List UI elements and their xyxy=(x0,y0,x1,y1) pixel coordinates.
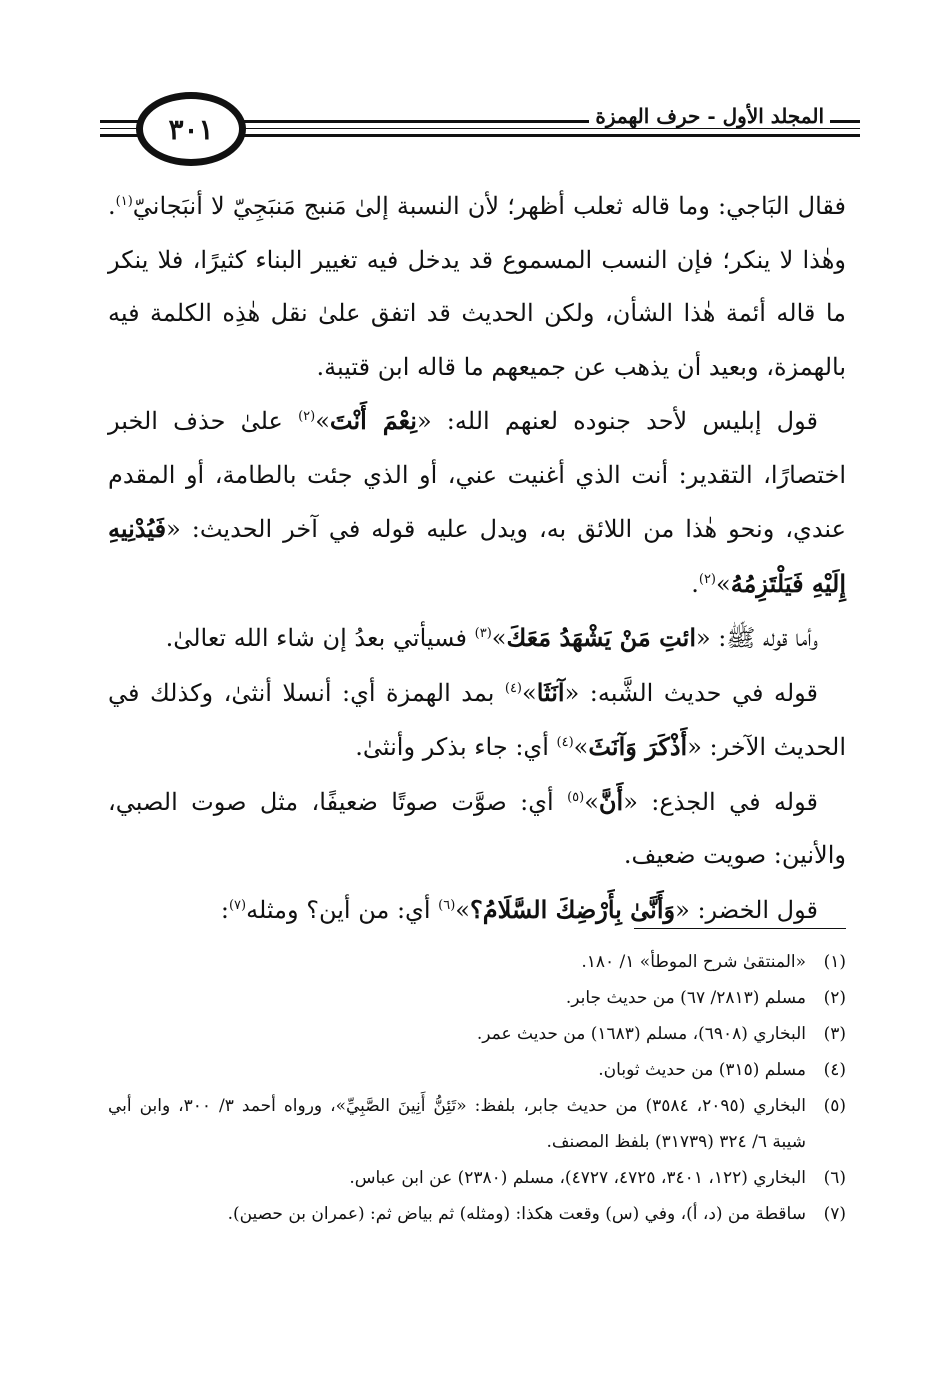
footnote-ref: (٢) xyxy=(698,571,716,587)
text-run: أي: صوَّت صوتًا ضعيفًا، مثل صوت الصبي، والأنين: صويت ضعيف. xyxy=(108,787,846,869)
footnote-text: البخاري (٦٩٠٨)، مسلم (١٦٨٣) من حديث عمر. xyxy=(476,1024,806,1044)
page-header xyxy=(100,92,860,172)
footnote xyxy=(108,1160,846,1196)
text-run: » xyxy=(491,624,507,652)
text-run: » xyxy=(455,895,470,924)
text-run: » xyxy=(573,733,589,761)
text-run: فسيأتي بعدُ إن شاء الله تعالىٰ. xyxy=(165,624,475,652)
footnote-number: (٧) xyxy=(823,1204,846,1224)
text-run: : xyxy=(220,895,229,924)
paragraph xyxy=(108,394,846,611)
footnote xyxy=(108,944,846,980)
footnote xyxy=(108,1088,846,1160)
footnote-number: (١) xyxy=(823,952,846,972)
text-run: قوله في الجذع: « xyxy=(623,787,818,816)
footnote-ref: (٤) xyxy=(556,735,574,750)
footnote xyxy=(108,1196,846,1232)
footnote-text: البخاري (١٢٢، ٣٤٠١، ٤٧٢٥، ٤٧٢٧)، مسلم (٢٣٨٠) عن ابن عباس. xyxy=(349,1168,806,1188)
hadith-quote: أَذْكَرَ وَآنَثَ xyxy=(588,732,688,761)
text-run: قول الخضر: « xyxy=(675,895,818,924)
footnote-separator xyxy=(634,928,846,929)
text-run: علىٰ حذف الخبر اختصارًا، التقدير: أنت الذي أغنيت عني، أو الذي جئت بالطامة، أو المقدم عندي، ونحو هٰذا من اللائق به، ويدل عليه قوله في آخر الحديث: « xyxy=(108,407,846,543)
footnote-ref: (٤) xyxy=(504,680,522,696)
footnote-number: (٢) xyxy=(823,988,846,1008)
text-run: قول إبليس لأحد جنوده لعنهم الله: « xyxy=(416,407,818,435)
footnote-ref: (٦) xyxy=(438,897,456,913)
footnote-text: البخاري (٢٠٩٥، ٣٥٨٤) من حديث جابر، بلفظ: «تَئِنُّ أَنِينَ الصَّبِيِّ»، ورواه أحمد ٣/ ٣٠٠، وابن أبي شيبة ٦/ ٣٢٤ (٣١٧٣٩) بلفظ المصنف. xyxy=(108,1096,806,1152)
footnote-text: مسلم (٢٨١٣/ ٦٧) من حديث جابر. xyxy=(565,988,806,1008)
footnote-text: «المنتقىٰ شرح الموطأ» ١/ ١٨٠. xyxy=(581,952,806,972)
footnote-number: (٣) xyxy=(823,1024,846,1044)
main-text xyxy=(108,180,846,937)
footnote-ref: (٣) xyxy=(474,626,492,641)
hadith-quote: ائتِ مَنْ يَشْهَدُ مَعَكَ xyxy=(506,623,696,652)
text-run: قوله في حديث الشَّبه: « xyxy=(564,678,819,707)
paragraph xyxy=(108,180,846,394)
footnotes xyxy=(108,944,846,1232)
footnote-ref: (٥) xyxy=(567,789,585,805)
text-run: بمد الهمزة أي: أنسلا أنثىٰ، وكذلك في الحديث الآخر: « xyxy=(108,678,846,761)
footnote-ref: (١) xyxy=(115,194,133,209)
text-run: » xyxy=(716,569,731,598)
text-run: فقال البَاجي: وما قاله ثعلب أظهر؛ لأن النسبة إلىٰ مَنبج مَنبَجِيّ لا أنبَجانيّ xyxy=(132,192,846,220)
text-run: . وهٰذا لا ينكر؛ فإن النسب المسموع قد يدخل فيه تغيير البناء كثيرًا، فلا ينكر ما قاله أئمة هٰذا الشأن، ولكن الحديث قد اتفق علىٰ نقل هٰذِه الكلمة فيه بالهمزة، وبعيد أن يذهب عن جميعهم ما قاله ابن قتيبة. xyxy=(108,192,846,381)
paragraph xyxy=(108,775,846,883)
footnote-text: ساقطة من (د، أ)، وفي (س) وقعت هكذا: (ومثله) ثم بياض ثم: (عمران بن حصين). xyxy=(227,1204,806,1224)
text-run: وأما قوله ﷺ: « xyxy=(695,624,818,652)
text-run: » xyxy=(315,407,330,435)
text-run: » xyxy=(522,678,537,707)
footnote-number: (٤) xyxy=(823,1060,846,1080)
footnote xyxy=(108,980,846,1016)
text-run: . xyxy=(691,569,699,598)
footnote xyxy=(108,1052,846,1088)
footnote-text: مسلم (٣١٥) من حديث ثوبان. xyxy=(598,1060,806,1080)
text-run: أي: جاء بذكر وأنثىٰ. xyxy=(355,733,557,761)
paragraph xyxy=(108,611,846,666)
hadith-quote: نِعْمَ أَنْتَ xyxy=(329,406,417,435)
footnote-ref: (٧) xyxy=(228,897,247,913)
footnote-ref: (٢) xyxy=(298,409,316,424)
hadith-quote: وَأَنَّىٰ بِأَرْضِكَ السَّلَامُ؟ xyxy=(469,894,676,924)
footnote-number: (٥) xyxy=(823,1096,846,1116)
footnote-number: (٦) xyxy=(823,1168,846,1188)
text-run: » xyxy=(584,787,599,816)
hadith-quote: أَنَّ xyxy=(598,786,624,816)
paragraph xyxy=(108,666,846,775)
page-number: ٣٠١ xyxy=(136,92,246,166)
footnote xyxy=(108,1016,846,1052)
running-head: المجلد الأول - حرف الهمزة xyxy=(589,104,830,128)
hadith-quote: فَيُدْنِيهِ إِلَيْهِ فَيَلْتَزِمُهُ xyxy=(108,514,846,598)
text-run: أي: من أين؟ ومثله xyxy=(246,895,439,924)
hadith-quote: آنَثَا xyxy=(536,677,565,707)
